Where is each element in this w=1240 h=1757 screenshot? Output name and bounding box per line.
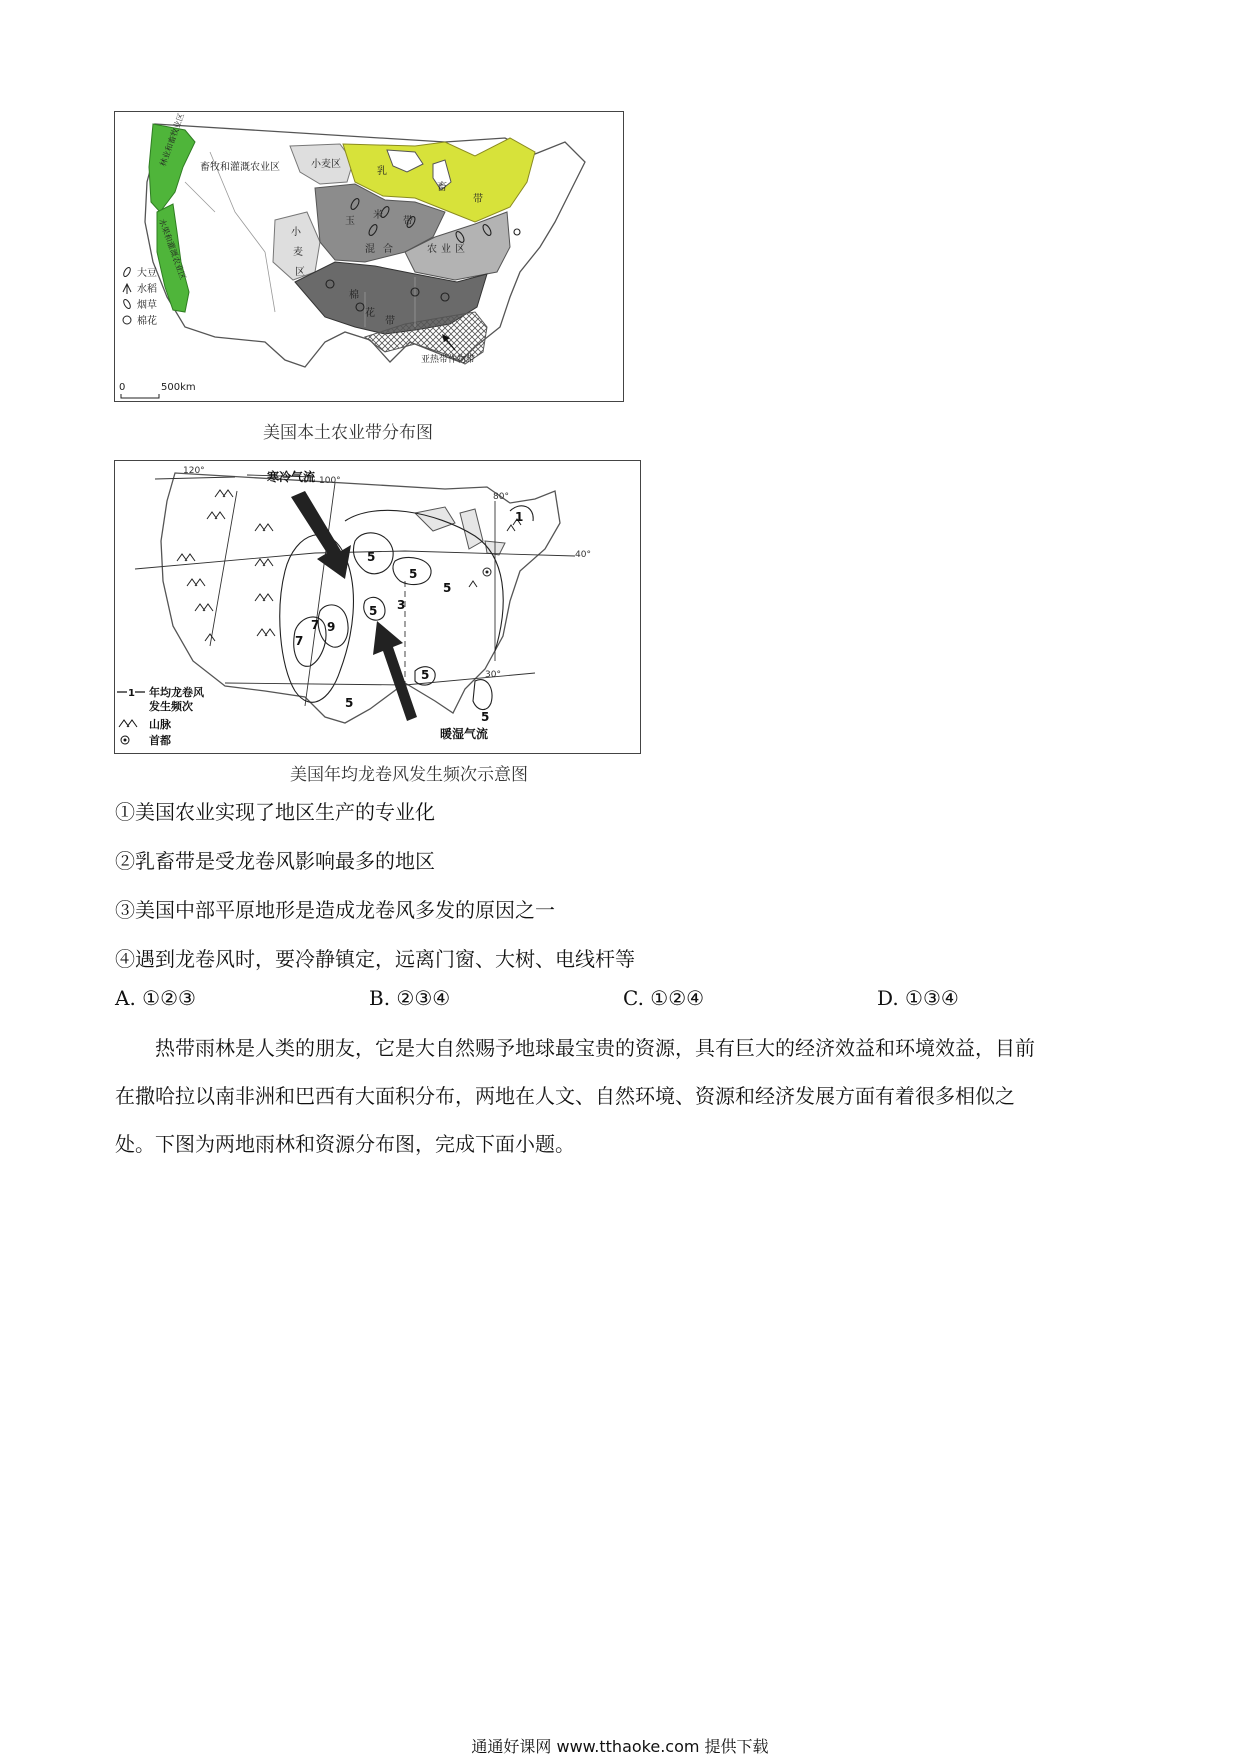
- label-dairy-3: 带: [473, 194, 483, 205]
- statement-3: ③美国中部平原地形是造成龙卷风多发的原因之一: [115, 898, 555, 922]
- contour-5f: 5: [345, 696, 354, 710]
- isoline-symbol: 1: [128, 688, 135, 699]
- legend-cotton-label: 棉花: [137, 316, 157, 327]
- rice-icon: [123, 284, 131, 294]
- label-corn-2: 米: [373, 210, 383, 221]
- option-b[interactable]: B. ②③④: [369, 986, 451, 1010]
- tornado-map-svg: [115, 461, 640, 753]
- map2-legend: [117, 685, 205, 747]
- contour-5e: 5: [421, 668, 430, 682]
- warm-flow-label: 暖湿气流: [440, 727, 489, 741]
- label-cotton-2: 花: [365, 308, 375, 319]
- legend-soybean-label: 大豆: [137, 268, 157, 279]
- legend-tobacco-label: 烟草: [137, 300, 157, 311]
- paragraph-line-2: 在撒哈拉以南非洲和巴西有大面积分布，两地在人文、自然环境、资源和经济发展方面有着很多相似之: [115, 1084, 1015, 1108]
- contour-9: 9: [327, 620, 336, 634]
- statement-2: ②乳畜带是受龙卷风影响最多的地区: [115, 849, 435, 873]
- scale-zero: 0: [119, 382, 126, 393]
- soybean-icon: [122, 266, 131, 277]
- capital-dot: [486, 571, 489, 574]
- label-corn-1: 玉: [345, 216, 355, 227]
- contour-5b: 5: [409, 567, 418, 581]
- label-mixed-1: 混: [365, 244, 375, 255]
- lat-30: 30°: [485, 670, 501, 680]
- contour-7b: 7: [311, 618, 320, 632]
- label-mixed-4: 业: [441, 244, 451, 255]
- option-a[interactable]: A. ①②③: [115, 986, 196, 1010]
- question-stem-paragraph: [115, 1024, 1135, 1168]
- label-dairy-1: 乳: [377, 166, 387, 177]
- legend-soybean: [122, 266, 157, 279]
- contour-5c: 5: [369, 604, 378, 618]
- label-mixed-5: 区: [455, 244, 465, 255]
- legend-rice: [123, 282, 157, 295]
- legend-tornado-label-2: 发生频次: [149, 700, 193, 713]
- statement-1: ①美国农业实现了地区生产的专业化: [115, 800, 435, 824]
- lat-40: 40°: [575, 550, 591, 560]
- lon-100: 100°: [319, 476, 341, 486]
- scale-line: [121, 394, 159, 398]
- scale-label: 500km: [161, 382, 196, 393]
- contour-5d: 5: [443, 581, 452, 595]
- legend-capital-label: 首都: [149, 734, 171, 747]
- capital-dot: [124, 739, 127, 742]
- paragraph-line-3: 处。下图为两地雨林和资源分布图，完成下面小题。: [115, 1132, 575, 1156]
- legend-mountain-label: 山脉: [149, 718, 171, 731]
- label-subtropical: 亚热带作物带: [421, 355, 476, 365]
- lon-120: 120°: [183, 466, 205, 476]
- label-corn-3: 带: [403, 216, 413, 227]
- option-c[interactable]: C. ①②④: [623, 986, 705, 1010]
- tobacco-icon: [122, 298, 131, 309]
- label-mixed-2: 合: [383, 244, 393, 255]
- contour-1: 1: [515, 510, 524, 524]
- statement-4: ④遇到龙卷风时，要冷静镇定，远离门窗、大树、电线杆等: [115, 947, 635, 971]
- page-footer: 通通好课网 www.tthaoke.com 提供下载: [471, 1737, 769, 1756]
- label-wheat-south-3: 区: [295, 267, 305, 278]
- map1-caption: 美国本土农业带分布图: [263, 423, 433, 443]
- cold-flow-label: 寒冷气流: [267, 470, 316, 484]
- map2-caption: 美国年均龙卷风发生频次示意图: [290, 765, 528, 785]
- option-d[interactable]: D. ①③④: [877, 986, 959, 1010]
- us-outline: [161, 473, 560, 723]
- lon-80: 80°: [493, 492, 509, 502]
- paragraph-line-1: 热带雨林是人类的朋友，它是大自然赐予地球最宝贵的资源，具有巨大的经济效益和环境效益，目前: [155, 1036, 1035, 1060]
- legend-tobacco: [122, 298, 157, 311]
- label-wheat-south-1: 小: [291, 227, 301, 238]
- label-cotton-3: 带: [385, 316, 395, 327]
- legend-tornado-label-1: 年均龙卷风: [149, 686, 204, 699]
- tornado-frequency-map: [114, 460, 641, 754]
- agriculture-map-svg: [115, 112, 623, 401]
- label-dairy-2: 畜: [437, 182, 447, 193]
- legend-cotton: [123, 314, 157, 327]
- label-wheat-north: 小麦区: [311, 159, 341, 170]
- label-mixed-3: 农: [427, 244, 437, 255]
- scale-bar: [119, 382, 196, 398]
- contour-7a: 7: [295, 634, 304, 648]
- contour-5a: 5: [367, 550, 376, 564]
- cotton-icon: [123, 316, 131, 324]
- label-cotton-1: 棉: [349, 290, 359, 301]
- mountain-icon: [119, 720, 137, 727]
- label-fruit: 水果和灌溉农业区: [157, 217, 188, 281]
- map1-legend: [122, 266, 157, 327]
- contour-5g: 5: [481, 710, 490, 724]
- legend-rice-label: 水稻: [137, 284, 157, 295]
- label-forest: 林业和畜牧业区: [158, 112, 187, 168]
- label-range: 畜牧和灌溉农业区: [200, 162, 280, 173]
- contour-3: 3: [397, 598, 406, 612]
- agriculture-belt-map: [114, 111, 624, 402]
- label-wheat-south-2: 麦: [293, 247, 303, 258]
